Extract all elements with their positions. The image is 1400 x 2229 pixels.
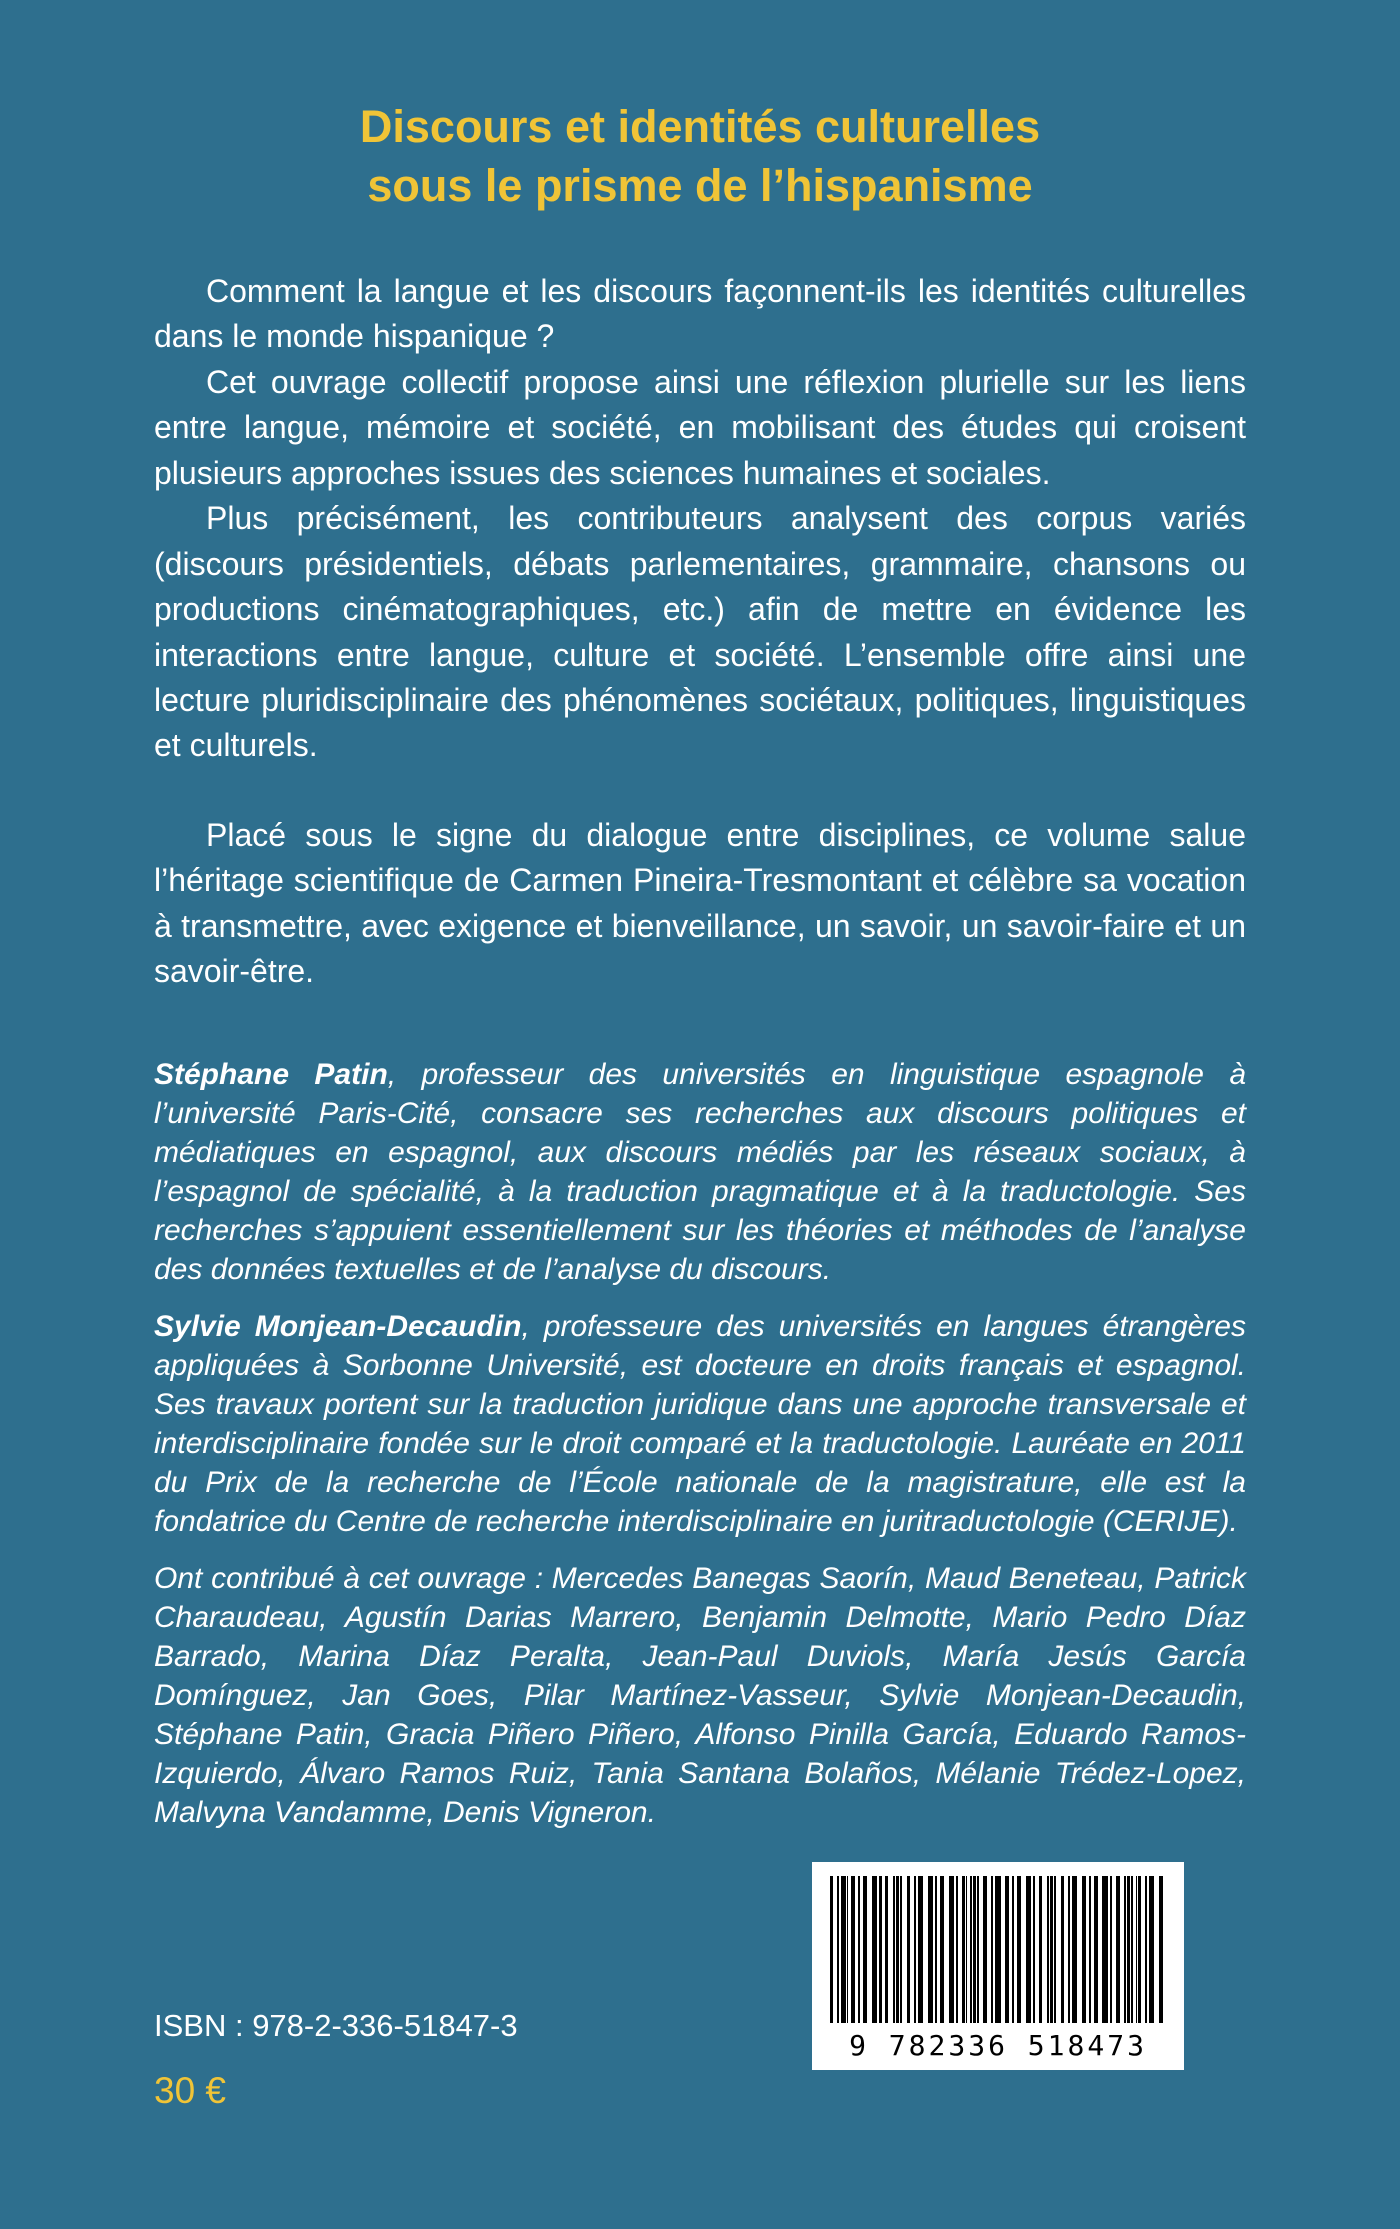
barcode [812, 1862, 1184, 2070]
author-bios [154, 1055, 1246, 1832]
bio-author-name: Sylvie Monjean-Decaudin [154, 1309, 522, 1343]
synopsis-paragraph-4: Placé sous le signe du dialogue entre disciplines, ce volume salue l’héritage scientifique de Carmen Pineira-Tresmontant et célèbre sa vocation à transmettre, avec exigence et bienveillance, un savoir, un savoir-faire et un savoir-être. [154, 816, 1246, 990]
footer [154, 2008, 518, 2112]
bio-author-name: Stéphane Patin [154, 1057, 388, 1091]
synopsis-paragraph-2: Cet ouvrage collectif propose ainsi une réflexion plurielle sur les liens entre langue, mémoire et société, en mobilisant des études qui croisent plusieurs approches issues des sciences humaines et sociales. [154, 363, 1246, 491]
bio-author-text: , professeure des universités en langues étrangères appliquées à Sorbonne Université, est docteure en droits français et espagnol. Ses travaux portent sur la traduction juridique dans une approche transversale et interdisciplinaire fondée sur le droit comparé et la traductologie. Lauréate en 2011 du Prix de la recherche de l’École nationale de la magistrature, elle est la fondatrice du Centre de recherche interdisciplinaire en juritraductologie (CERIJE). [154, 1309, 1246, 1538]
barcode-bars [830, 1876, 1166, 2023]
synopsis-paragraph-1: Comment la langue et les discours façonnent-ils les identités culturelles dans le monde hispanique ? [154, 273, 1246, 355]
synopsis [154, 269, 1246, 995]
author-bio [154, 1055, 1246, 1289]
cover-text-block [154, 269, 1246, 1832]
book-title [0, 0, 1400, 215]
isbn-text: ISBN : 978-2-336-51847-3 [154, 2008, 518, 2043]
contributors-paragraph: Ont contribué à cet ouvrage : Mercedes Banegas Saorín, Maud Beneteau, Patrick Charaudeau, Agustín Darias Marrero, Benjamin Delmotte, Mario Pedro Díaz Barrado, Marina Díaz Peralta, Jean-Paul Duviols, María Jesús García Domínguez, Jan Goes, Pilar Martínez-Vasseur, Sylvie Monjean-Decaudin, Stéphane Patin, Gracia Piñero Piñero, Alfonso Pinilla García, Eduardo Ramos-Izquierdo, Álvaro Ramos Ruiz, Tania Santana Bolaños, Mélanie Trédez-Lopez, Malvyna Vandamme, Denis Vigneron. [154, 1561, 1246, 1829]
price-text: 30 € [154, 2070, 227, 2111]
book-title-line-1: Discours et identités culturelles [359, 101, 1041, 152]
bio-author-text: , professeur des universités en linguistique espagnole à l’université Paris-Cité, consacre ses recherches aux discours politiques et médiatiques en espagnol, aux discours médiés par les réseaux sociaux, à l’espagnol de spécialité, à la traduction pragmatique et à la traductologie. Ses recherches s’appuient essentiellement sur les théories et méthodes de l’analyse des données textuelles et de l’analyse du discours. [154, 1057, 1246, 1286]
barcode-number: 9 782336 518473 [849, 2029, 1147, 2062]
book-title-line-2: sous le prisme de l’hispanisme [367, 159, 1033, 211]
synopsis-paragraph-3: Plus précisément, les contributeurs analysent des corpus variés (discours présidentiels, débats parlementaires, grammaire, chansons ou productions cinématographiques, etc.) afin de mettre en évidence les interactions entre langue, culture et société. L’ensemble offre ainsi une lecture pluridisciplinaire des phénomènes sociétaux, politiques, linguistiques et culturels. [154, 500, 1246, 764]
author-bio [154, 1307, 1246, 1541]
